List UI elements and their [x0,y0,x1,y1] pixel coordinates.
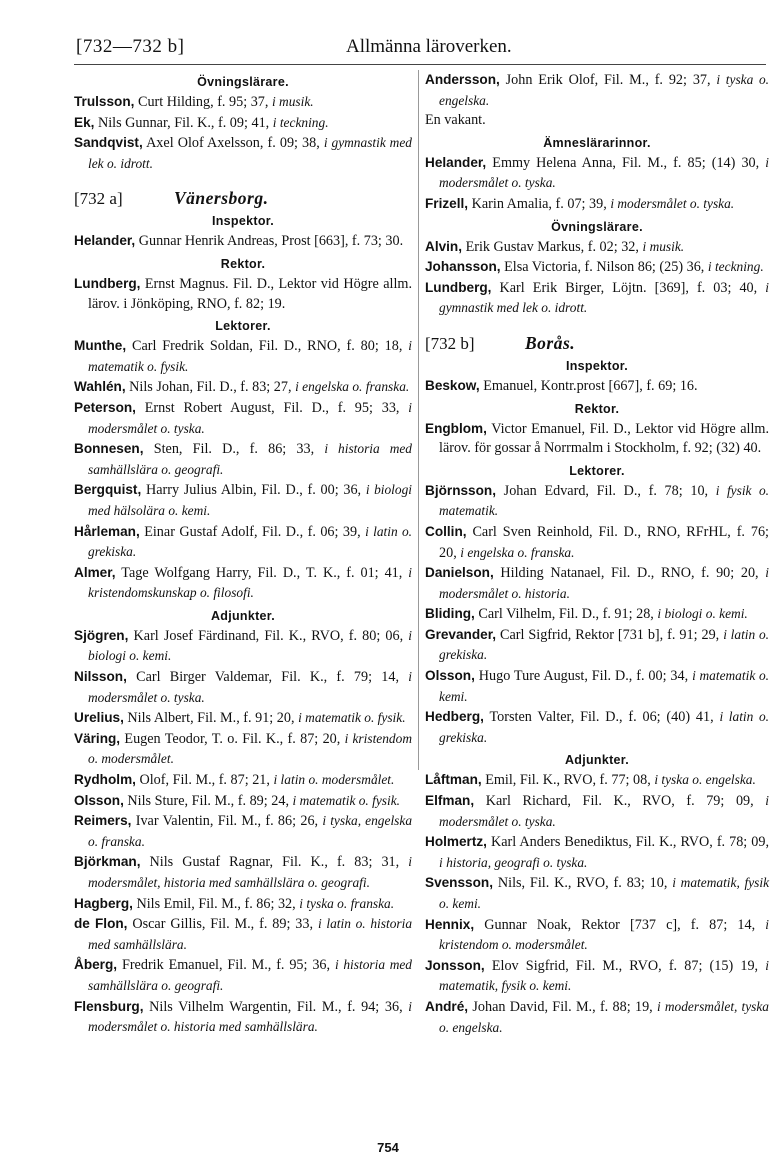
entry-subjects: i kristendom o. modersmålet. [88,730,412,767]
staff-entry [425,70,769,111]
entry-details: Elsa Victoria, f. Nilson 86; (25) 36, [504,259,705,276]
entry-details: Karl Josef Färdinand, Fil. K., RVO, f. 80; 06, [133,627,404,644]
staff-entry [425,997,769,1038]
entry-details: Elov Sigfrid, Fil. M., RVO, f. 87; (15) 19, [491,957,759,974]
entry-subjects: i tyska o. franska. [299,895,395,911]
entry-surname: Holmertz, [425,834,487,850]
entry-subjects: i historia med samhällslära o. geografi. [88,441,413,477]
entry-details: Karl Anders Benediktus, Fil. K., RVO, f. 78; 09, [490,834,769,851]
entry-surname: Bergquist, [74,482,142,498]
entry-details: Einar Gustaf Adolf, Fil. D., f. 06; 39, [144,523,361,540]
entry-surname: Urelius, [74,710,124,726]
page-number: 754 [377,1140,399,1155]
entry-subjects: i modersmålet o. historia. [439,565,769,601]
entry-surname: Munthe, [74,338,127,354]
entry-details: Harry Julius Albin, Fil. D., f. 00; 36, [145,482,362,499]
entry-details: Ernst Magnus. Fil. D., Lektor vid Högre allm. lärov. i Jönköping, RNO, f. 82; 19. [88,275,412,312]
entry-details: Nils Gustaf Ragnar, Fil. K., f. 83; 31, [149,854,400,871]
entry-subjects: i historia, geografi o. tyska. [439,854,588,870]
staff-entry [74,729,412,770]
entry-details: Nils Gunnar, Fil. K., f. 09; 41, [97,114,270,131]
entry-subjects: i kristendomskunskap o. filosofi. [88,564,413,601]
entry-surname: Nilsson, [74,669,127,685]
staff-entry [425,832,769,873]
entry-surname: André, [425,998,469,1014]
staff-entry [425,376,769,397]
staff-entry [74,336,412,377]
staff-entry [74,439,412,480]
entry-surname: Sandqvist, [74,135,143,151]
section-caption: Adjunkter. [564,753,630,768]
page-header [76,36,768,60]
entry-details: Karin Amalia, f. 07; 39, [471,195,607,212]
entry-subjects: i modersmålet o. tyska. [88,399,413,436]
entry-subjects: i kristendom o. modersmålet. [439,916,770,953]
staff-entry [425,153,769,194]
entry-details: Nils Sture, Fil. M., f. 89; 24, [127,792,289,809]
entry-subjects: i matematik o. kemi. [439,668,770,704]
entry-surname: Olsson, [425,668,475,684]
staff-entry [74,708,412,729]
entry-subjects: i latin o. modersmålet. [273,772,395,788]
entry-subjects: i modersmålet o. tyska. [439,793,770,829]
staff-entry [425,563,769,604]
entry-details: Johan Edvard, Fil. D., f. 78; 10, [503,482,709,499]
entry-surname: Johansson, [425,259,501,275]
entry-details: Johan David, Fil. M., f. 88; 19, [472,998,653,1015]
entry-details: Carl Sven Reinhold, Fil. D., RNO, RFrHL, f. 76; 20, [439,523,770,561]
staff-entry [74,997,412,1038]
entry-subjects: i matematik o. fysik. [298,710,406,726]
entry-details: Gunnar Henrik Andreas, Prost [663], f. 73; 30. [138,233,404,250]
entry-surname: Ek, [74,114,95,130]
section-caption: Övningslärare. [197,75,289,89]
entry-details: Nils Vilhelm Wargentin, Fil. M., f. 94; 36, [149,998,403,1015]
entry-subjects: i gymnastik med lek o. idrott. [88,135,412,171]
entry-details: Carl Vilhelm, Fil. D., f. 91; 28, [478,606,654,623]
entry-subjects: i modersmålet o. tyska. [439,154,769,191]
entry-subjects: i tyska o. engelska. [439,72,770,108]
section-caption: Inspektor. [211,214,275,229]
staff-entry [74,113,412,134]
entry-details: Torsten Valter, Fil. D., f. 06; (40) 41, [489,709,714,726]
entry-subjects: i engelska o. franska. [295,379,410,395]
entry-details: Victor Emanuel, Fil. D., Lektor vid Högre allm. lärov. för gossar å Norrmalm i Stockholm, f. 92; (32) 40. [439,420,769,457]
entry-subjects: i biologi o. kemi. [88,627,413,664]
staff-entry [425,956,769,997]
staff-entry [74,955,412,996]
staff-entry [425,257,769,278]
staff-entry [425,419,769,459]
staff-entry [74,811,412,852]
entry-surname: Olsson, [74,792,124,808]
entry-surname: Hedberg, [425,709,484,725]
entry-surname: Jonsson, [425,957,485,973]
entry-subjects: i teckning. [707,259,764,275]
entry-subjects: i biologi med hälsolära o. kemi. [88,482,413,518]
entry-subjects: i engelska o. franska. [460,544,575,560]
entry-details: Ernst Robert August, Fil. D., f. 95; 33, [144,399,400,416]
entry-details: Fredrik Emanuel, Fil. M., f. 95; 36, [121,957,331,974]
staff-entry [74,770,412,791]
section-caption: Lektorer. [569,463,625,478]
staff-entry [74,914,412,955]
entry-details: Tage Wolfgang Harry, Fil. D., T. K., f. 01; 41, [121,564,403,581]
entry-subjects: i musik. [642,238,685,254]
staff-entry [425,481,769,522]
page-range: [732—732 b] [76,36,185,57]
entry-subjects: i tyska o. engelska. [654,772,756,788]
entry-surname: Helander, [74,233,136,249]
staff-entry [74,377,412,398]
entry-surname: Frizell, [425,195,469,211]
entry-details: Hugo Ture August, Fil. D., f. 00; 34, [478,668,689,685]
entry-subjects: i latin o. historia med samhällslära. [88,916,413,952]
entry-surname: Wahlén, [74,379,126,395]
entry-subjects: i teckning. [272,114,329,130]
staff-entry [425,237,769,258]
city-heading [74,188,412,209]
entry-subjects: i gymnastik med lek o. idrott. [439,279,769,316]
entry-surname: Åberg, [74,957,118,973]
plain-line: En vakant. [425,112,486,129]
entry-surname: Bonnesen, [74,441,144,457]
section-caption: Lektorer. [215,319,271,334]
staff-entry [425,194,769,215]
staff-entry [74,791,412,812]
entry-subjects: i tyska, engelska o. franska. [88,813,413,849]
section-caption: Rektor. [574,401,620,416]
entry-surname: Björkman, [74,854,141,870]
city-heading [425,333,769,354]
section-caption: Ämneslärarinnor. [543,135,651,150]
entry-surname: Reimers, [74,813,132,829]
entry-subjects: i fysik o. matematik. [439,482,770,519]
entry-surname: de Flon, [74,916,128,932]
entry-surname: Väring, [74,730,121,746]
entry-details: Emil, Fil. K., RVO, f. 77; 08, [485,772,651,789]
staff-entry [74,480,412,521]
entry-details: Olof, Fil. M., f. 87; 21, [139,772,270,789]
entry-surname: Almer, [74,564,116,580]
entry-surname: Peterson, [74,399,136,415]
entry-surname: Björnsson, [425,482,496,498]
entry-subjects: i matematik, fysik o. kemi. [439,957,770,994]
entry-subjects: i biologi o. kemi. [657,606,748,622]
entry-surname: Collin, [425,523,467,539]
entry-details: Oscar Gillis, Fil. M., f. 89; 33, [132,916,314,933]
entry-subjects: i matematik o. fysik. [292,792,401,808]
entry-details: John Erik Olof, Fil. M., f. 92; 37, [505,72,711,88]
entry-surname: Hårleman, [74,523,140,539]
staff-entry [74,563,412,604]
staff-entry [74,852,412,893]
entry-subjects: i modersmålet, tyska o. engelska. [439,998,770,1035]
entry-surname: Alvin, [425,238,463,254]
staff-entry [74,626,412,667]
entry-subjects: i historia med samhällslära o. geografi. [88,957,412,993]
section-caption: Rektor. [220,256,266,271]
staff-entry [425,915,769,956]
entry-subjects: i latin o. grekiska. [439,709,770,745]
city-code: [732 b] [425,333,475,353]
entry-details: Gunnar Noak, Rektor [737 c], f. 87; 14, [484,916,756,933]
entry-subjects: i matematik o. fysik. [88,338,413,374]
left-column [74,70,412,1038]
staff-entry [74,894,412,915]
entry-surname: Grevander, [425,626,497,642]
entry-surname: Lundberg, [425,279,492,295]
entry-details: Axel Olof Axelsson, f. 09; 38, [146,135,320,152]
staff-entry [425,278,769,319]
staff-entry [74,398,412,439]
staff-entry [425,604,769,625]
entry-subjects: i modersmålet o. tyska. [610,195,735,211]
entry-details: Carl Sigfrid, Rektor [731 b], f. 91; 29, [500,626,720,643]
entry-details: Eugen Teodor, T. o. Fil. K., f. 87; 20, [124,730,341,747]
staff-entry [425,522,769,563]
entry-details: Sten, Fil. D., f. 86; 33, [153,441,315,458]
entry-details: Karl Richard, Fil. K., RVO, f. 79; 09, [485,793,754,810]
entry-surname: Beskow, [425,377,480,393]
entry-surname: Hagberg, [74,895,133,911]
entry-surname: Låftman, [425,772,482,788]
staff-entry [74,667,412,708]
staff-entry [74,133,412,174]
entry-surname: Engblom, [425,420,487,436]
running-title: Allmänna läroverken. [346,36,512,57]
entry-details: Nils Johan, Fil. D., f. 83; 27, [129,379,292,396]
entry-surname: Danielson, [425,565,494,581]
staff-entry [74,274,412,314]
section-caption: Inspektor. [565,358,629,373]
city-name: Borås. [525,332,576,353]
entry-surname: Rydholm, [74,772,136,788]
entry-details: Nils Albert, Fil. M., f. 91; 20, [127,710,295,727]
entry-surname: Helander, [425,154,487,170]
entry-details: Karl Erik Birger, Löjtn. [369], f. 03; 40, [499,279,758,296]
entry-subjects: i modersmålet, historia med samhällslära o. geografi. [88,854,412,890]
entry-surname: Lundberg, [74,275,141,291]
entry-details: Curt Hilding, f. 95; 37, [137,94,269,110]
section-caption: Övningslärare. [551,219,643,234]
entry-surname: Bliding, [425,606,475,622]
staff-entry [425,873,769,914]
entry-subjects: i latin o. grekiska. [88,523,412,560]
staff-entry [74,92,412,113]
entry-details: Nils Emil, Fil. M., f. 86; 32, [136,895,296,912]
staff-entry [425,707,769,748]
entry-subjects: i matematik, fysik o. kemi. [439,875,770,911]
staff-entry [74,522,412,563]
right-column [425,70,769,1038]
entry-details: Nils, Fil. K., RVO, f. 83; 10, [497,875,668,892]
entry-subjects: i modersmålet o. historia med samhällslära. [88,998,413,1035]
entry-surname: Hennix, [425,916,475,932]
city-code: [732 a] [74,189,123,209]
staff-entry [425,625,769,666]
staff-entry [425,666,769,707]
staff-entry [425,770,769,791]
entry-details: Carl Fredrik Soldan, Fil. D., RNO, f. 80; 18, [131,338,403,355]
entry-details: Emmy Helena Anna, Fil. M., f. 85; (14) 30, [492,154,760,171]
entry-subjects: i latin o. grekiska. [439,626,770,663]
entry-details: Hilding Natanael, Fil. D., RNO, f. 90; 20, [500,565,759,582]
entry-subjects: i modersmålet o. tyska. [88,669,412,705]
entry-surname: Sjögren, [74,627,129,643]
staff-entry [425,791,769,832]
staff-entry [74,231,412,252]
city-name: Vänersborg. [174,188,269,209]
entry-surname: Elfman, [425,793,475,809]
entry-surname: Andersson, [425,72,500,87]
entry-details: Erik Gustav Markus, f. 02; 32, [465,238,639,255]
entry-details: Ivar Valentin, Fil. M., f. 86; 26, [135,813,319,830]
entry-surname: Trulsson, [74,94,135,109]
column-divider [418,70,419,770]
entry-details: Carl Birger Valdemar, Fil. K., f. 79; 14, [136,669,400,686]
entry-surname: Flensburg, [74,998,144,1014]
section-caption: Adjunkter. [210,608,276,623]
entry-subjects: i musik. [271,94,314,109]
header-rule [74,64,766,65]
entry-details: Emanuel, Kontr.prost [667], f. 69; 16. [483,377,698,394]
entry-surname: Svensson, [425,875,493,891]
